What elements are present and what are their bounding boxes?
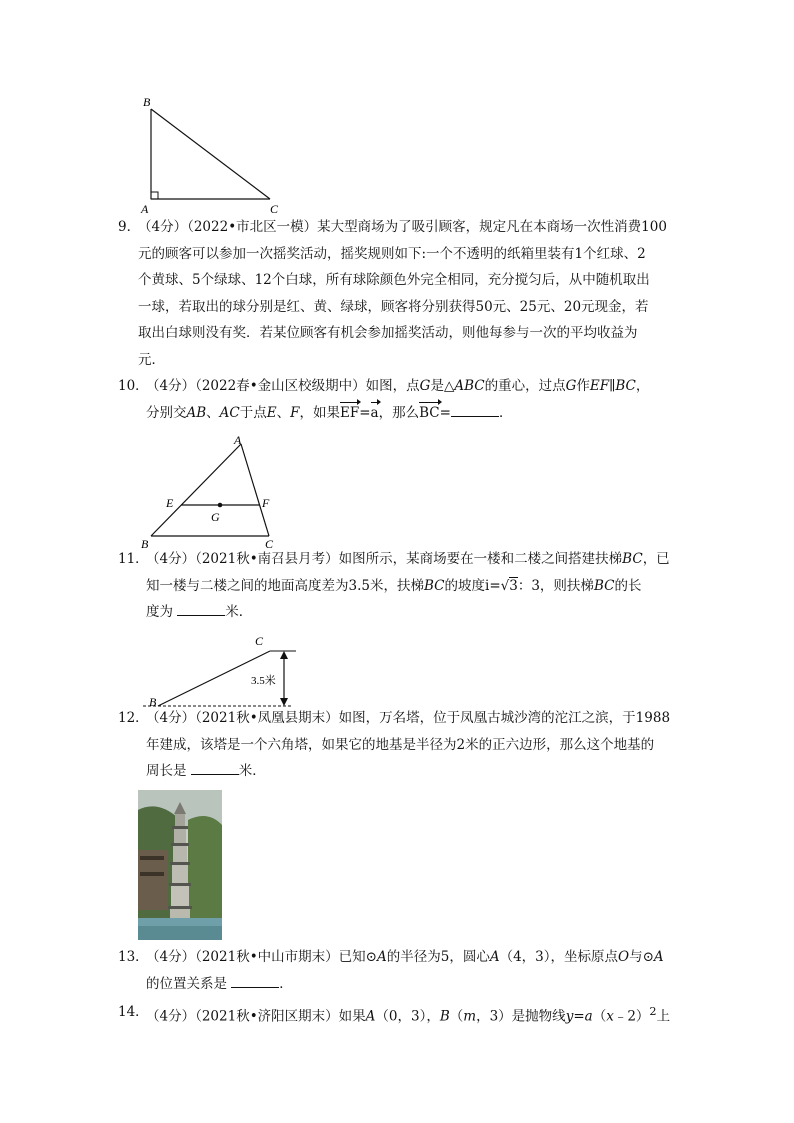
question-score: （4分）: [146, 378, 196, 394]
question-text: ．: [279, 975, 293, 992]
exponent: 2: [649, 1005, 657, 1018]
math-var: EF∥BC: [589, 378, 636, 394]
question-score: （4分）: [146, 710, 196, 726]
question-source: （2022春•金山区校级期中）: [195, 378, 366, 394]
pagoda-image: [138, 790, 222, 940]
height-label: 3.5米: [251, 675, 276, 687]
question-text: 分别交: [146, 404, 187, 421]
question-text: 与⊙: [629, 949, 654, 965]
question-text: ．: [498, 404, 513, 421]
question-text: ：3，则扶梯: [517, 577, 594, 594]
question-number: 12．: [118, 710, 149, 726]
question-text: ﹣2）: [613, 1008, 650, 1025]
question-text: 如图，点: [365, 378, 420, 394]
question-text: 于点: [239, 404, 267, 421]
question-text: 元的顾客可以参加一次摇奖活动，摇奖规则如下:一个不透明的纸箱里装有1个红球、2: [138, 245, 646, 262]
vector-bc: BC: [419, 400, 440, 427]
math-var: x: [606, 1008, 614, 1025]
question-source: （2021秋•凤凰县期末）: [195, 710, 339, 726]
vertex-label-b: B: [143, 95, 151, 109]
question-score: （4分）: [146, 551, 196, 567]
question-text: 某大型商场为了吸引顾客，规定凡在本商场一次性消费100: [317, 219, 667, 235]
question-text: 米．: [238, 763, 266, 779]
question-text: 米．: [225, 604, 253, 620]
math-var: E: [266, 404, 277, 421]
vector-a: a: [371, 400, 379, 427]
answer-blank[interactable]: [231, 973, 279, 988]
question-text: 如图，万名塔，位于凤凰古城沙湾的沱江之滨，于1988: [338, 710, 671, 726]
question-text: （: [592, 1008, 607, 1025]
math-var: O: [618, 949, 630, 965]
point-label-g: G: [211, 510, 220, 524]
question-text: 的重心，过点: [484, 378, 566, 394]
question-text: 如图所示，某商场要在一楼和二楼之间搭建扶梯: [338, 551, 623, 567]
math-var: AB: [186, 404, 207, 421]
math-var: m: [463, 1008, 477, 1025]
math-var: a: [584, 1008, 593, 1025]
math-var: A: [376, 949, 387, 965]
question-text: =: [573, 1008, 585, 1025]
question-text: 年建成，该塔是一个六角塔，如果它的地基是半径为2米的正六边形，那么这个地基的: [146, 736, 655, 753]
question-number: 11．: [118, 551, 149, 567]
math-var: BC: [622, 551, 643, 567]
answer-blank[interactable]: [177, 601, 225, 616]
question-text: 的半径为5，圆心: [386, 949, 490, 965]
sqrt-sign: √: [500, 577, 510, 594]
question-12: [118, 705, 678, 785]
question-text: 元．: [138, 351, 165, 368]
question-13: [118, 944, 678, 997]
question-number: 14．: [118, 1004, 149, 1020]
point-label-c: C: [255, 634, 264, 648]
question-text: 的位置关系是: [146, 975, 227, 992]
vertex-label-a: A: [234, 433, 242, 447]
question-source: （2021秋•南召县月考）: [195, 551, 339, 567]
point-label-b: B: [149, 695, 157, 709]
question-text: 一球，若取出的球分别是红、黄、绿球，顾客将分别获得50元、25元、20元现金，若: [138, 298, 649, 315]
question-text: 、: [276, 404, 291, 421]
math-var: G: [419, 378, 431, 394]
question-text: （: [449, 1008, 464, 1025]
pagoda-photo: [138, 790, 222, 940]
question-number: 9．: [118, 219, 141, 235]
question-14: [118, 999, 678, 1030]
vertex-label-b: B: [141, 537, 149, 550]
answer-blank[interactable]: [451, 402, 499, 417]
question-text: 个黄球、5个绿球、12个白球，所有球除颜色外完全相同，充分搅匀后，从中随机取出: [138, 272, 650, 288]
question-11: [118, 546, 678, 626]
vertex-label-c: C: [270, 202, 279, 216]
question-text: 知一楼与二楼之间的地面高度差为3.5米，扶梯: [146, 577, 424, 594]
question-text: 是△: [430, 378, 455, 394]
sqrt-radicand: 3: [509, 577, 518, 594]
question-text: 已知⊙: [338, 949, 377, 965]
question-text: 上: [656, 1008, 671, 1025]
question-text: 取出白球则没有奖．若某位顾客有机会参加摇奖活动，则他每参与一次的平均收益为: [138, 325, 638, 341]
math-var: y: [565, 1008, 574, 1025]
question-score: （4分）: [138, 219, 188, 235]
question-text: ，已: [642, 551, 670, 567]
question-text: （4，3），坐标原点: [499, 949, 619, 965]
question-score: （4分）: [146, 949, 196, 965]
triangle-centroid-figure: [138, 432, 288, 550]
question-text: ，3）是抛物线: [476, 1008, 566, 1025]
question-source: （2021秋•中山市期末）: [195, 949, 339, 965]
vertex-label-c: C: [265, 537, 274, 550]
question-source: （2022•市北区一模）: [187, 219, 318, 235]
question-number: 10．: [118, 378, 149, 394]
question-text: 的坡度: [444, 577, 485, 594]
question-number: 13．: [118, 949, 149, 965]
math-var: F: [290, 404, 300, 421]
question-text: （0，3），: [375, 1008, 440, 1025]
math-var: A: [489, 949, 500, 965]
question-text: 的长: [614, 577, 642, 594]
question-text: ，如果: [299, 404, 340, 421]
vector-ef: EF: [340, 400, 359, 427]
escalator-figure: [138, 632, 308, 710]
right-triangle-figure: [138, 92, 288, 218]
math-var: BC: [423, 577, 445, 594]
question-text: 如果: [338, 1008, 366, 1025]
point-label-e: E: [166, 496, 174, 510]
vertex-label-a: A: [141, 202, 149, 216]
question-text: =: [439, 404, 451, 421]
question-text: 、: [206, 404, 220, 421]
question-text: 度为: [146, 604, 173, 620]
question-source: （2021秋•济阳区期末）: [195, 1008, 339, 1025]
math-var: A: [653, 949, 664, 965]
question-10: [118, 373, 678, 426]
question-9: [118, 214, 678, 373]
math-var: B: [439, 1008, 450, 1025]
slope-symbol: i=: [485, 577, 501, 594]
answer-blank[interactable]: [191, 760, 239, 775]
question-text: =: [359, 404, 371, 421]
math-var: BC: [593, 577, 615, 594]
question-text: ，那么: [378, 404, 420, 421]
math-var: G: [565, 378, 577, 394]
math-var: A: [365, 1008, 376, 1025]
math-var: ABC: [454, 378, 485, 394]
question-score: （4分）: [146, 1008, 196, 1025]
point-label-f: F: [262, 496, 270, 510]
question-text: 周长是: [146, 763, 187, 779]
question-text: ，: [635, 378, 650, 394]
question-text: 作: [576, 378, 590, 394]
math-var: AC: [219, 404, 240, 421]
